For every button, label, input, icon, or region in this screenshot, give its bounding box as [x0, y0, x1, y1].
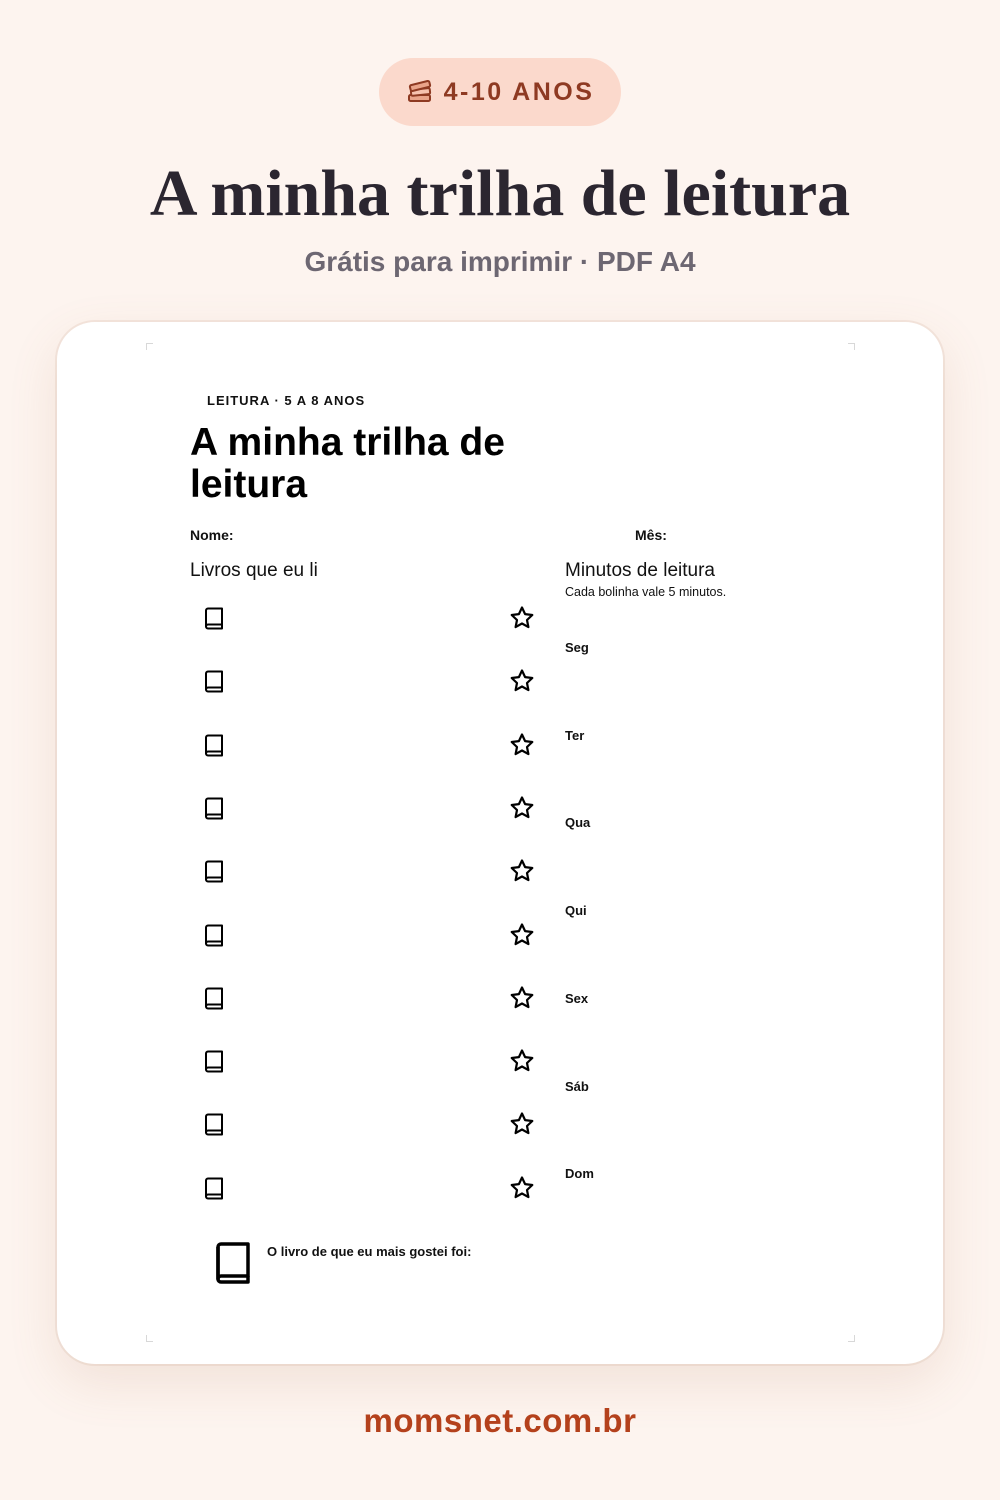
- star-icon[interactable]: [509, 1175, 535, 1201]
- day-label: Ter: [565, 727, 585, 743]
- star-icon[interactable]: [509, 668, 535, 694]
- star-icon[interactable]: [509, 922, 535, 948]
- crop-mark: [848, 1335, 855, 1342]
- crop-mark: [848, 343, 855, 350]
- star-icon[interactable]: [509, 985, 535, 1011]
- minutes-heading: Minutos de leitura: [565, 560, 715, 581]
- sheet-kicker: LEITURA · 5 A 8 ANOS: [207, 393, 366, 408]
- book-icon: [213, 1242, 253, 1286]
- star-icon[interactable]: [509, 1111, 535, 1137]
- site-url[interactable]: momsnet.com.br: [363, 1402, 637, 1439]
- book-row: [190, 1109, 535, 1139]
- book-row: [190, 1173, 535, 1203]
- name-label: Nome:: [190, 527, 234, 543]
- book-row: [190, 1046, 535, 1076]
- age-badge: [379, 58, 621, 126]
- page-subtitle: Grátis para imprimir · PDF A4: [304, 246, 696, 277]
- day-label: Qua: [565, 815, 591, 831]
- star-icon[interactable]: [509, 1048, 535, 1074]
- book-icon: [202, 1112, 226, 1136]
- minutes-note: Cada bolinha vale 5 minutos.: [565, 585, 727, 599]
- month-label: Mês:: [635, 527, 667, 543]
- crop-mark: [146, 1335, 153, 1342]
- day-label: Sex: [565, 990, 589, 1006]
- book-row: [190, 983, 535, 1013]
- star-icon[interactable]: [509, 795, 535, 821]
- books-heading: Livros que eu li: [190, 560, 318, 581]
- book-row: [190, 603, 535, 633]
- book-row: [190, 730, 535, 760]
- book-row: [190, 920, 535, 950]
- book-icon: [202, 796, 226, 820]
- book-row: [190, 666, 535, 696]
- day-label: Sáb: [565, 1078, 589, 1094]
- books-icon: [406, 78, 434, 106]
- book-row: [190, 856, 535, 886]
- book-row: [190, 793, 535, 823]
- sheet-title: A minha trilha de leitura: [190, 421, 505, 506]
- worksheet-preview-card: [57, 322, 943, 1364]
- crop-mark: [146, 343, 153, 350]
- day-label: Qui: [565, 903, 587, 919]
- day-label: Seg: [565, 640, 589, 655]
- star-icon[interactable]: [509, 605, 535, 631]
- book-icon: [202, 1049, 226, 1073]
- favorite-book-label: O livro de que eu mais gostei foi:: [267, 1244, 472, 1259]
- book-icon: [202, 1176, 226, 1200]
- page-title: A minha trilha de leitura: [149, 157, 851, 230]
- age-badge-label: 4-10 ANOS: [443, 77, 595, 106]
- book-icon: [202, 733, 226, 757]
- book-icon: [202, 986, 226, 1010]
- book-icon: [202, 606, 226, 630]
- star-icon[interactable]: [509, 858, 535, 884]
- book-icon: [202, 669, 226, 693]
- book-icon: [202, 859, 226, 883]
- star-icon[interactable]: [509, 732, 535, 758]
- day-label: Dom: [565, 1166, 594, 1182]
- book-icon: [202, 923, 226, 947]
